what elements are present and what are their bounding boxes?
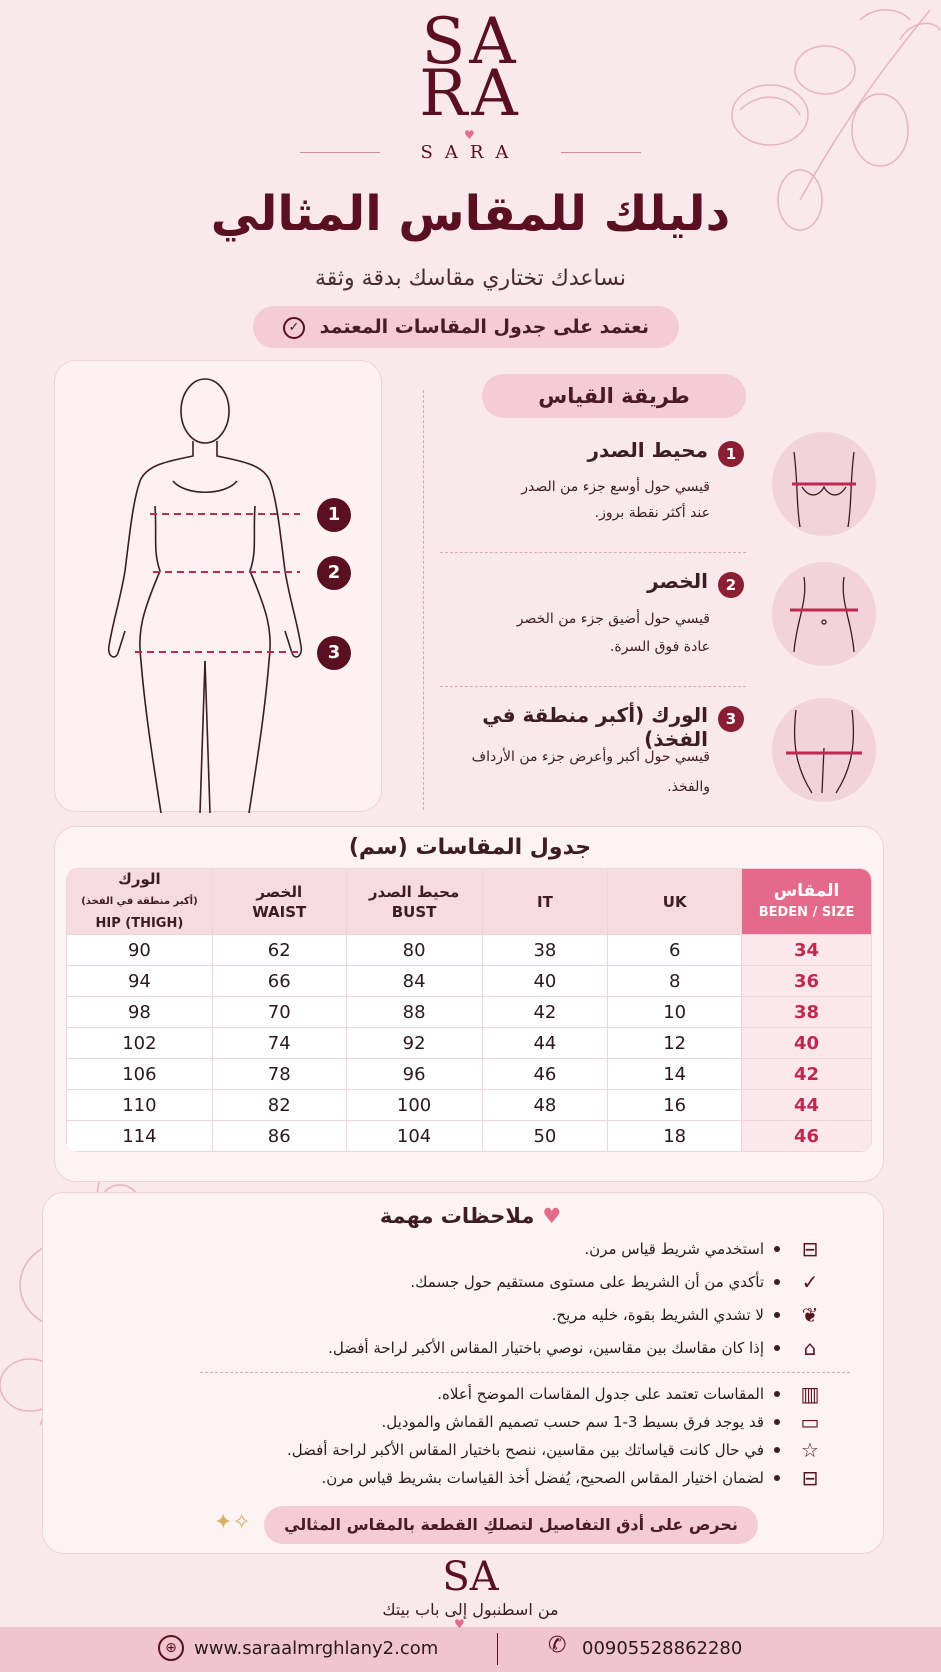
uk-cell: 10 xyxy=(607,997,741,1028)
note-item xyxy=(170,1408,830,1436)
bullet-dot xyxy=(774,1475,780,1481)
it-header: IT xyxy=(482,869,608,935)
footer-logo: SA xyxy=(442,1554,499,1600)
step-2-line2: عادة فوق السرة. xyxy=(609,639,710,655)
table-row xyxy=(66,935,871,966)
note-text: قد يوجد فرق بسيط 3-1 سم حسب تصميم القماش والموديل. xyxy=(381,1413,764,1431)
note-item xyxy=(230,1265,830,1298)
it-cell: 38 xyxy=(482,935,608,966)
step-2-title: الخصر xyxy=(647,569,708,593)
bust-cell: 92 xyxy=(346,1028,482,1059)
table-header-row xyxy=(66,869,871,935)
table-row xyxy=(66,1028,871,1059)
marker-3: 3 xyxy=(317,636,351,670)
uk-cell: 12 xyxy=(607,1028,741,1059)
bust-header-en: BUST xyxy=(391,902,437,921)
uk-cell: 18 xyxy=(607,1121,741,1152)
marker-1: 1 xyxy=(317,498,351,532)
step-3-number: 3 xyxy=(718,706,744,732)
hip-cell: 110 xyxy=(66,1090,212,1121)
step-1-title: محيط الصدر xyxy=(587,438,708,462)
uk-header: UK xyxy=(607,869,741,935)
size-chart-table xyxy=(66,868,872,1152)
hip-header-note: (أكبر منطقة في الفخذ) xyxy=(81,896,198,907)
footer-separator xyxy=(497,1633,498,1665)
size-header xyxy=(741,869,871,935)
hip-header-ar: الورك xyxy=(118,870,161,888)
note-text: تأكدي من أن الشريط على مستوى مستقيم حول جسمك. xyxy=(410,1272,764,1291)
size-cell: 44 xyxy=(741,1090,871,1121)
step-3-title: الورك (أكبر منطقة في الفخذ) xyxy=(482,703,708,751)
note-text: المقاسات تعتمد على جدول المقاسات الموضح أعلاه. xyxy=(437,1385,764,1403)
note-item xyxy=(170,1380,830,1408)
step-divider xyxy=(440,552,746,553)
step-1-number: 1 xyxy=(718,441,744,467)
bust-cell: 84 xyxy=(346,966,482,997)
waist-header-en: WAIST xyxy=(252,902,307,921)
star-icon: ☆ xyxy=(801,1438,819,1462)
bust-cell: 100 xyxy=(346,1090,482,1121)
waist-cell: 66 xyxy=(212,966,346,997)
waist-header xyxy=(212,869,346,935)
marker-2: 2 xyxy=(317,556,351,590)
uk-cell: 6 xyxy=(607,935,741,966)
size-cell: 46 xyxy=(741,1121,871,1152)
step-2-number: 2 xyxy=(718,572,744,598)
hip-cell: 114 xyxy=(66,1121,212,1152)
sparkle-icon: ✦✧ xyxy=(214,1510,251,1535)
uk-cell: 16 xyxy=(607,1090,741,1121)
globe-icon: ⊕ xyxy=(158,1635,184,1661)
waist-cell: 82 xyxy=(212,1090,346,1121)
waist-cell: 86 xyxy=(212,1121,346,1152)
phone-icon: ✆ xyxy=(548,1633,567,1658)
notes-title-wrap xyxy=(0,1204,941,1228)
phone-link[interactable]: 00905528862280 xyxy=(582,1638,743,1659)
bust-header xyxy=(346,869,482,935)
step-2-line1: قيسي حول أضيق جزء من الخصر xyxy=(516,611,710,627)
size-cell: 34 xyxy=(741,935,871,966)
size-cell: 36 xyxy=(741,966,871,997)
footer-bar xyxy=(0,1627,941,1672)
bullet-dot xyxy=(774,1279,780,1285)
closing-badge: نحرص على أدق التفاصيل لتصلكِ القطعة بالمقاس المثالي xyxy=(264,1506,758,1544)
waist-cell: 62 xyxy=(212,935,346,966)
bust-illustration xyxy=(772,432,876,536)
badge-label: نعتمد على جدول المقاسات المعتمد xyxy=(319,316,650,338)
size-chart-title: جدول المقاسات (سم) xyxy=(348,835,592,860)
hanger-icon: ⌂ xyxy=(803,1335,817,1360)
size-cell: 42 xyxy=(741,1059,871,1090)
step-3-line2: والفخذ. xyxy=(667,779,710,795)
waist-cell: 70 xyxy=(212,997,346,1028)
size-header-en: BEDEN / SIZE xyxy=(758,904,855,920)
bust-cell: 80 xyxy=(346,935,482,966)
bust-cell: 104 xyxy=(346,1121,482,1152)
note-text: استخدمي شريط قياس مرن. xyxy=(584,1239,764,1258)
size-cell: 40 xyxy=(741,1028,871,1059)
waist-header-ar: الخصر xyxy=(256,882,303,901)
brand-logo-line2: RA xyxy=(419,57,522,131)
it-cell: 46 xyxy=(482,1059,608,1090)
uk-cell: 14 xyxy=(607,1059,741,1090)
it-cell: 40 xyxy=(482,966,608,997)
bullet-dot xyxy=(774,1447,780,1453)
waist-cell: 78 xyxy=(212,1059,346,1090)
page-title: دليلك للمقاس المثالي xyxy=(210,186,731,242)
hip-header xyxy=(66,869,212,935)
page-subtitle: نساعدك تختاري مقاسك بدقة وثقة xyxy=(315,266,626,291)
step-divider xyxy=(440,686,746,687)
bullet-dot xyxy=(774,1312,780,1318)
hip-cell: 94 xyxy=(66,966,212,997)
feather-icon: ❦ xyxy=(801,1302,819,1327)
table-row xyxy=(66,1090,871,1121)
notes-divider xyxy=(200,1372,850,1373)
bust-cell: 96 xyxy=(346,1059,482,1090)
it-cell: 44 xyxy=(482,1028,608,1059)
bust-cell: 88 xyxy=(346,997,482,1028)
tape-measure-icon: ⊟ xyxy=(801,1236,819,1261)
brand-logo-sub: SARA xyxy=(420,142,521,163)
bullet-dot xyxy=(774,1345,780,1351)
heart-icon: ♥ xyxy=(542,1204,562,1228)
hip-cell: 102 xyxy=(66,1028,212,1059)
table-row xyxy=(66,1059,871,1090)
footer-heart: ♥ xyxy=(454,1617,465,1631)
hip-cell: 90 xyxy=(66,935,212,966)
tape-measure-icon: ⊟ xyxy=(801,1466,819,1490)
ruler-icon: ▭ xyxy=(800,1410,820,1434)
note-item xyxy=(170,1464,830,1492)
method-title: طريقة القياس xyxy=(482,374,746,418)
bust-header-ar: محيط الصدر xyxy=(368,882,460,901)
step-1-line1: قيسي حول أوسع جزء من الصدر xyxy=(521,479,710,495)
size-header-ar: المقاس xyxy=(773,880,840,901)
note-item xyxy=(170,1436,830,1464)
step-3-line1: قيسي حول أكبر وأعرض جزء من الأرداف xyxy=(471,749,710,765)
it-cell: 48 xyxy=(482,1090,608,1121)
table-row xyxy=(66,1121,871,1152)
it-cell: 42 xyxy=(482,997,608,1028)
bullet-dot xyxy=(774,1246,780,1252)
note-text: إذا كان مقاسك بين مقاسين، نوصي باختيار المقاس الأكبر لراحة أفضل. xyxy=(328,1338,764,1357)
note-text: في حال كانت قياساتك بين مقاسين، ننصح باختيار المقاس الأكبر لراحة أفضل. xyxy=(287,1441,764,1459)
heart-icon: ♥ xyxy=(464,128,475,142)
note-item xyxy=(230,1298,830,1331)
notes-group-2 xyxy=(170,1380,830,1492)
waist-illustration xyxy=(772,562,876,666)
size-cell: 38 xyxy=(741,997,871,1028)
check-circle-icon: ✓ xyxy=(283,317,305,339)
note-item xyxy=(230,1232,830,1265)
table-row xyxy=(66,997,871,1028)
bullet-dot xyxy=(774,1419,780,1425)
it-cell: 50 xyxy=(482,1121,608,1152)
uk-cell: 8 xyxy=(607,966,741,997)
bullet-dot xyxy=(774,1391,780,1397)
hip-cell: 98 xyxy=(66,997,212,1028)
check-circle-icon: ✓ xyxy=(801,1269,819,1294)
website-link[interactable]: www.saraalmrghlany2.com xyxy=(194,1638,439,1659)
note-text: لا تشدي الشريط بقوة، خليه مريح. xyxy=(551,1305,764,1324)
notes-group-1 xyxy=(230,1232,830,1364)
hip-header-en: HIP (THIGH) xyxy=(95,916,184,931)
note-item xyxy=(230,1331,830,1364)
chart-icon: ▥ xyxy=(800,1382,820,1406)
table-row xyxy=(66,966,871,997)
notes-title: ملاحظات مهمة xyxy=(379,1204,535,1228)
hip-cell: 106 xyxy=(66,1059,212,1090)
body-figure-card xyxy=(54,360,382,812)
hip-illustration xyxy=(772,698,876,802)
note-text: لضمان اختيار المقاس الصحيح، يُفضل أخذ القياسات بشريط قياس مرن. xyxy=(321,1469,764,1487)
approved-chart-badge xyxy=(253,306,679,348)
step-1-line2: عند أكثر نقطة بروز. xyxy=(594,505,710,521)
waist-cell: 74 xyxy=(212,1028,346,1059)
brand-logo-line1: SA xyxy=(421,5,520,79)
footer-tagline: من اسطنبول إلى باب بيتك xyxy=(382,1600,559,1619)
